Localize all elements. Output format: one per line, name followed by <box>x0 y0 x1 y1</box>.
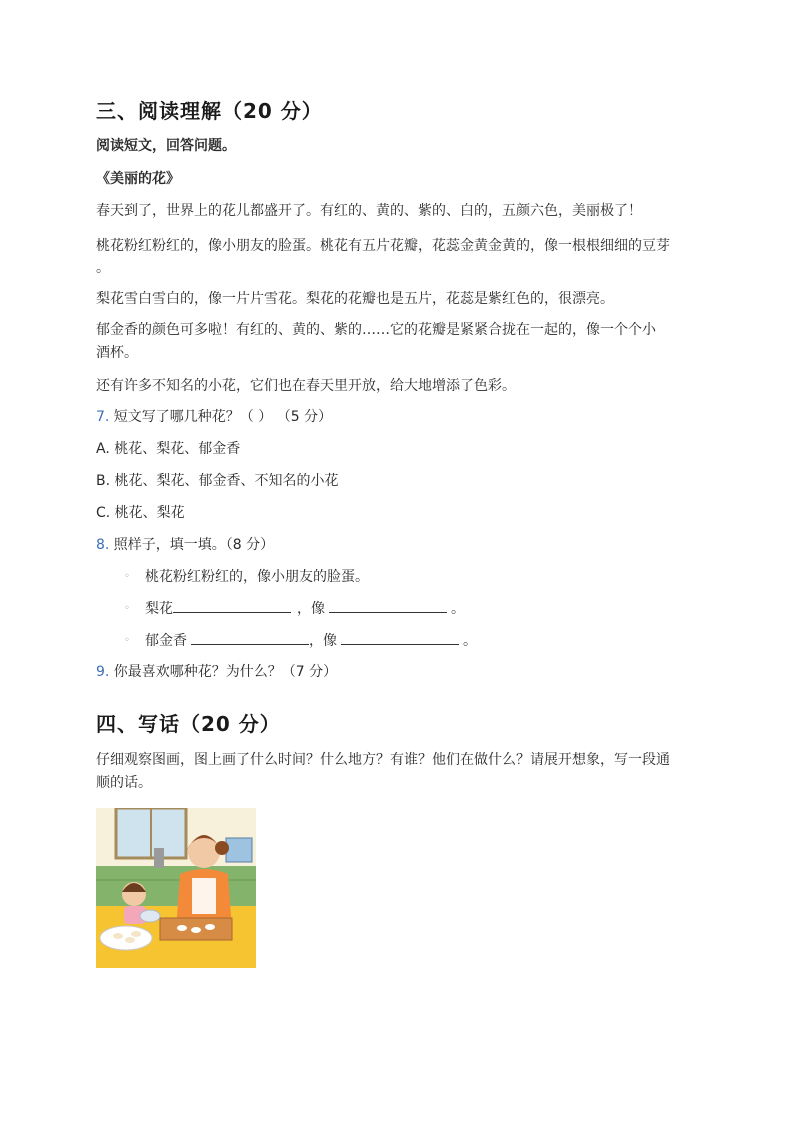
pear-blank-1[interactable] <box>173 598 291 613</box>
option-b: B. 桃花、梨花、郁金香、不知名的小花 <box>96 473 339 489</box>
question-9 <box>96 660 337 684</box>
question-9-number: 9. <box>96 664 110 680</box>
question-7-text: 短文写了哪几种花？（ ） （5 分） <box>109 409 333 425</box>
bullet-3: ◦ <box>124 635 130 646</box>
passage-title: 《美丽的花》 <box>96 171 180 187</box>
question-9-text: 你最喜欢哪种花？为什么？（7 分） <box>109 664 338 680</box>
q8-example: 桃花粉红粉红的，像小朋友的脸蛋。 <box>145 569 369 585</box>
option-a: A. 桃花、梨花、郁金香 <box>96 441 241 457</box>
writing-prompt-line-1: 仔细观察图画，图上画了什么时间？什么地方？有谁？他们在做什么？请展开想象，写一段通 <box>96 752 670 768</box>
q8-item-tulip-end: 。 <box>463 633 477 649</box>
paragraph-3: 梨花雪白雪白的，像一片片雪花。梨花的花瓣也是五片，花蕊是紫红色的，很漂亮。 <box>96 291 614 307</box>
instruction: 阅读短文，回答问题。 <box>96 138 236 154</box>
section4-title: 四、写话（20 分） <box>96 712 281 736</box>
paragraph-4: 郁金香的颜色可多啦！有红的、黄的、紫的……它的花瓣是紧紧合拢在一起的，像一个个小 <box>96 322 656 338</box>
question-8-number: 8. <box>96 537 110 553</box>
tulip-blank-1[interactable] <box>191 630 309 645</box>
option-c: C. 桃花、梨花 <box>96 505 185 521</box>
question-8 <box>96 533 274 557</box>
q8-item-tulip-subject: 郁金香 <box>145 633 187 649</box>
q8-item-pear-like: ，像 <box>297 601 325 617</box>
q8-item-tulip <box>145 630 477 650</box>
pear-blank-2[interactable] <box>329 598 447 613</box>
q8-item-pear-end: 。 <box>451 601 465 617</box>
q8-item-pear <box>145 598 465 618</box>
question-7-number: 7. <box>96 409 110 425</box>
section3-title: 三、阅读理解（20 分） <box>96 99 323 123</box>
bullet-2: ◦ <box>124 603 130 614</box>
q8-item-tulip-like: ，像 <box>309 633 337 649</box>
paragraph-4-end: 酒杯。 <box>96 345 138 361</box>
q8-item-pear-subject: 梨花 <box>145 601 173 617</box>
writing-prompt-line-2: 顺的话。 <box>96 775 152 791</box>
paragraph-2-end: 。 <box>96 260 110 276</box>
paragraph-2: 桃花粉红粉红的，像小朋友的脸蛋。桃花有五片花瓣，花蕊金黄金黄的，像一根根细细的豆芽 <box>96 238 670 254</box>
tulip-blank-2[interactable] <box>341 630 459 645</box>
mother-daughter-cooking-illustration <box>96 808 256 968</box>
question-8-text: 照样子，填一填。（8 分） <box>109 537 275 553</box>
paragraph-1: 春天到了，世界上的花儿都盛开了。有红的、黄的、紫的、白的，五颜六色，美丽极了！ <box>96 203 642 219</box>
bullet-1: ◦ <box>124 571 130 582</box>
paragraph-5: 还有许多不知名的小花，它们也在春天里开放，给大地增添了色彩。 <box>96 378 516 394</box>
question-7 <box>96 405 332 429</box>
